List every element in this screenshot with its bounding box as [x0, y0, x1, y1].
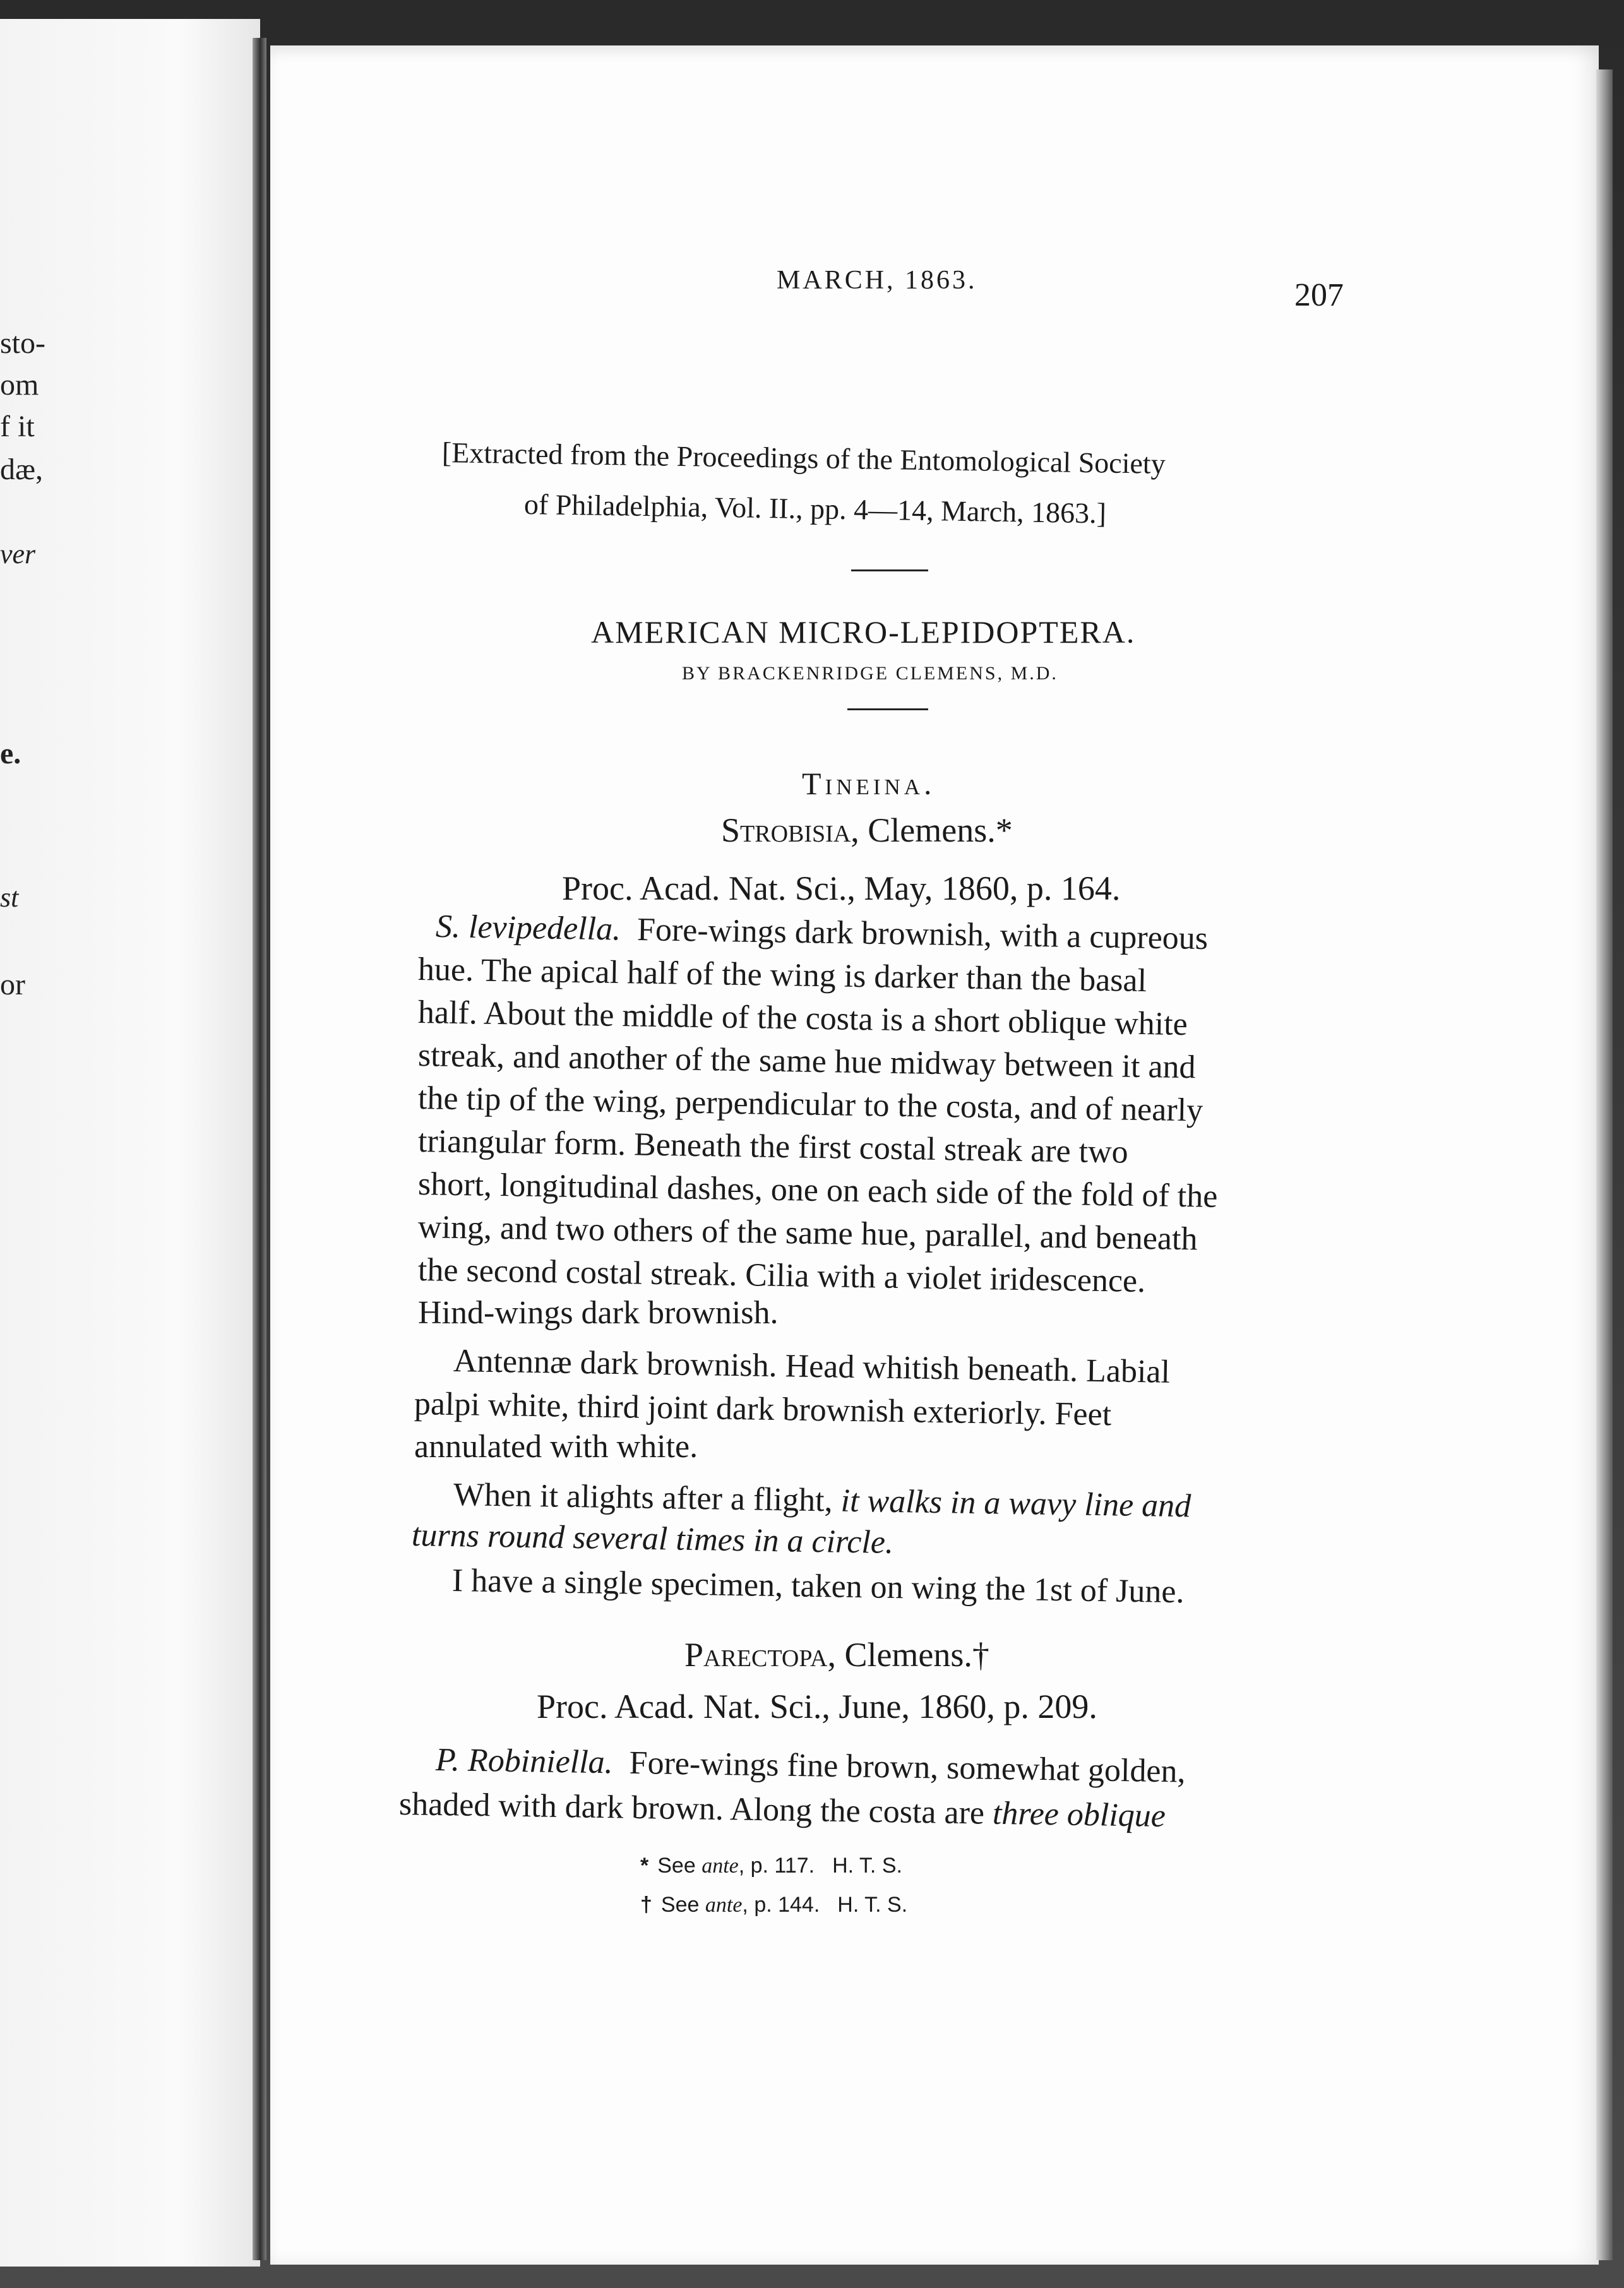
extract-note-line: [Extracted from the Proceedings of the Entomological Society [441, 436, 1166, 480]
footnote-mark: † [640, 1893, 652, 1917]
right-page-edge [1596, 69, 1613, 2260]
article-byline: BY BRACKENRIDGE CLEMENS, M.D. [682, 663, 1058, 684]
paragraph-emphasis: it walks in a wavy line and [840, 1482, 1191, 1525]
genus-name: Strobisia [721, 811, 851, 849]
paragraph-text: When it alights after a flight, [453, 1477, 842, 1519]
paragraph-line: palpi white, third joint dark brownish exteriorly. Feet [414, 1386, 1112, 1433]
left-fragment: sto- [0, 326, 45, 360]
genus-heading [721, 811, 1013, 850]
left-fragment: ver [0, 539, 36, 569]
footnote-see: See [660, 1893, 700, 1917]
paragraph-line: short, longitudinal dashes, one on each side of the fold of the [417, 1166, 1218, 1215]
left-fragment: dæ, [0, 453, 44, 486]
left-fragment: or [0, 968, 25, 1001]
paragraph-line: the second costal streak. Cilia with a violet iridescence. [417, 1252, 1146, 1300]
footnote-see: See [657, 1854, 696, 1878]
genus-authority: , Clemens.* [851, 811, 1013, 849]
footnote-initials: H. T. S. [837, 1893, 908, 1917]
left-fragment: e. [0, 737, 21, 770]
footnote-page: , p. 144. [742, 1893, 820, 1917]
left-fragment: f it [0, 410, 35, 443]
paragraph-text: Fore-wings dark brownish, with a cupreous [636, 912, 1209, 957]
paragraph-line: wing, and two others of the same hue, parallel, and beneath [417, 1209, 1198, 1258]
genus-heading [684, 1635, 989, 1674]
section-heading: Tineina. [802, 766, 936, 801]
left-fragment: om [0, 368, 39, 402]
paragraph-line: half. About the middle of the costa is a short oblique white [417, 994, 1188, 1043]
footnote [640, 1893, 907, 1917]
genus-reference: Proc. Acad. Nat. Sci., May, 1860, p. 164. [562, 869, 1121, 907]
footnote-ante: ante [705, 1893, 743, 1917]
paragraph-line: streak, and another of the same hue midway between it and [417, 1037, 1196, 1086]
book-gutter [253, 38, 266, 2260]
title-rule-bottom [847, 708, 928, 710]
running-head: MARCH, 1863. [777, 266, 977, 295]
extract-note-line: of Philadelphia, Vol. II., pp. 4—14, March, 1863.] [523, 488, 1107, 530]
footnote [640, 1854, 902, 1878]
paragraph-text: shaded with dark brown. Along the costa are [398, 1786, 993, 1832]
paragraph-text: Fore-wings fine brown, somewhat golden, [629, 1744, 1186, 1790]
genus-reference: Proc. Acad. Nat. Sci., June, 1860, p. 209. [537, 1688, 1097, 1725]
title-rule-top [851, 569, 928, 571]
paragraph-emphasis: three oblique [992, 1795, 1166, 1835]
species-name: P. Robiniella. [435, 1742, 614, 1781]
footnote-ante: ante [702, 1854, 739, 1878]
paragraph-line: Antennæ dark brownish. Head whitish beneath. Labial [453, 1343, 1171, 1390]
paragraph-line: hue. The apical half of the wing is darker than the basal [417, 951, 1147, 999]
footnote-page: , p. 117. [738, 1854, 815, 1878]
footnote-initials: H. T. S. [832, 1854, 902, 1878]
paragraph-line [412, 1519, 894, 1559]
species-name: S. levipedella. [435, 909, 621, 948]
paragraph-line: the tip of the wing, perpendicular to the costa, and of nearly [417, 1080, 1203, 1129]
page-number: 207 [1294, 277, 1344, 313]
paragraph-emphasis: turns round several times in a circle. [411, 1517, 894, 1561]
genus-authority: , Clemens.† [827, 1636, 989, 1674]
footnote-mark: * [640, 1854, 649, 1878]
paragraph-line: Hind-wings dark brownish. [418, 1295, 779, 1331]
paragraph-line: I have a single specimen, taken on wing the 1st of June. [451, 1563, 1185, 1611]
paragraph-line: triangular form. Beneath the first costal streak are two [417, 1123, 1129, 1171]
article-title: AMERICAN MICRO-LEPIDOPTERA. [591, 614, 1136, 650]
left-fragment: st [0, 882, 19, 913]
paragraph-line: annulated with white. [414, 1429, 698, 1465]
genus-name: Parectopa [684, 1636, 828, 1674]
